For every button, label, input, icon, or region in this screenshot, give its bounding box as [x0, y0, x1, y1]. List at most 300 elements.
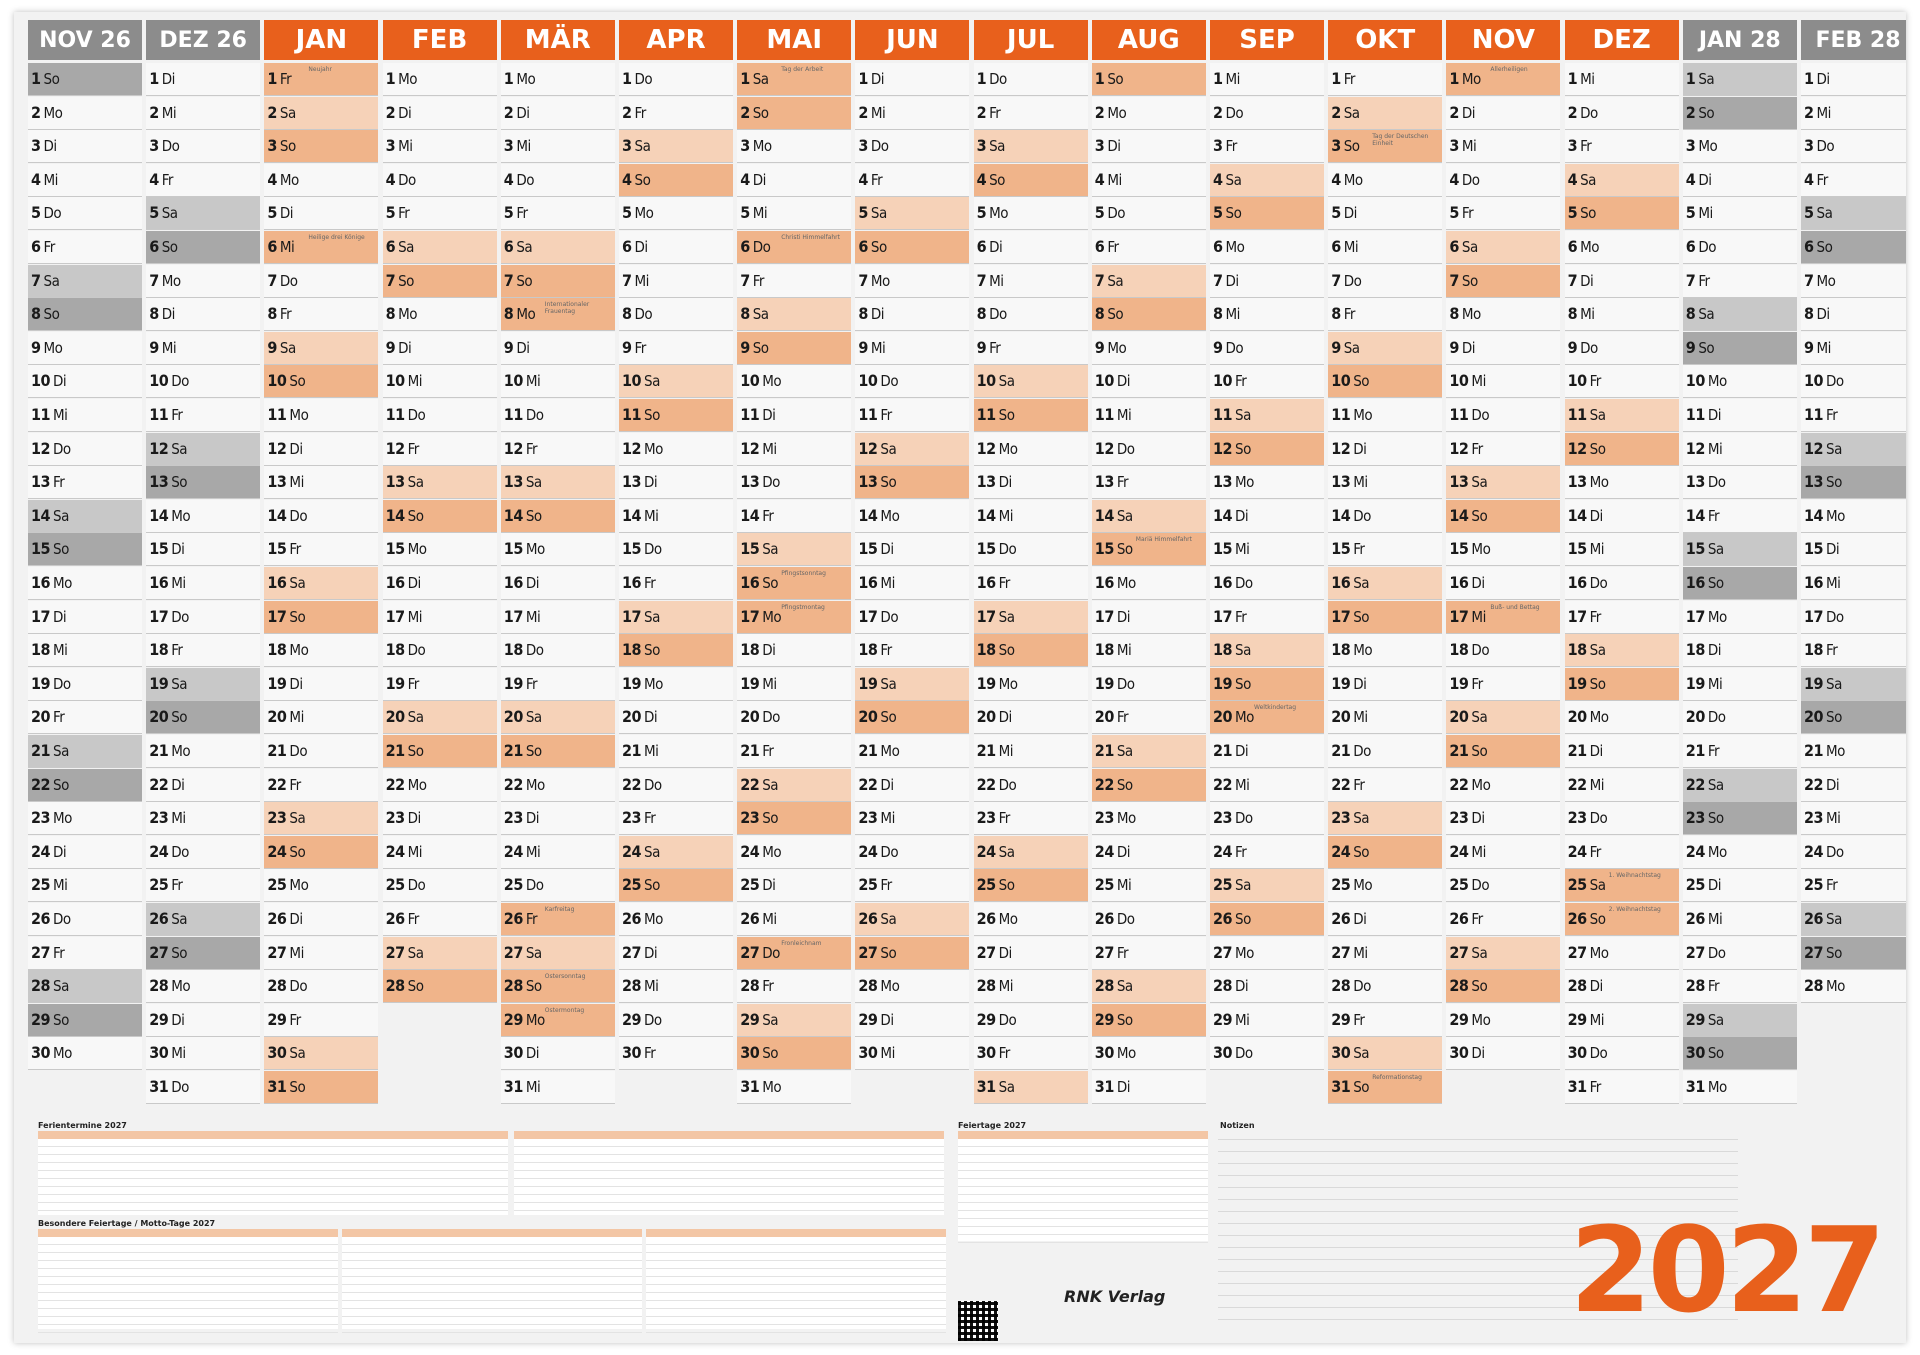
day-number: 25 Do: [1449, 875, 1490, 895]
day-cell: [855, 1037, 969, 1070]
weekday-label: Do: [1353, 977, 1371, 996]
day-number: 25 Fr: [858, 875, 892, 895]
day-cell: [264, 265, 378, 298]
weekday-label: Sa: [171, 439, 188, 458]
day-cell: [855, 802, 969, 835]
day-cell: [1210, 869, 1324, 902]
day-cell: [737, 533, 851, 566]
weekday-label: Do: [1471, 876, 1490, 895]
day-number: 2 Fr: [976, 102, 1001, 122]
weekday-label: Do: [989, 305, 1007, 324]
day-cell: [855, 466, 969, 499]
day-cell: [501, 567, 615, 600]
day-cell: [28, 769, 142, 802]
day-cell: [28, 298, 142, 331]
weekday-label: Mo: [1343, 170, 1363, 189]
weekday-label: Mo: [762, 842, 782, 861]
weekday-label: Mi: [880, 1044, 895, 1063]
day-cell: [1683, 668, 1797, 701]
day-cell: [28, 1037, 142, 1070]
day-number: 7 So: [503, 270, 533, 290]
day-number: 19 Sa: [1804, 673, 1842, 693]
day-number: 2 Mi: [1804, 102, 1831, 122]
weekday-label: Di: [161, 305, 175, 324]
weekday-label: Mi: [398, 137, 413, 156]
day-number: 5 Mo: [976, 203, 1009, 223]
day-cell: [264, 1037, 378, 1070]
day-number: 28 Do: [1331, 976, 1371, 996]
day-number: 9 Mo: [31, 337, 63, 357]
day-cell: [1210, 164, 1324, 197]
day-number: 29 Mo: [503, 1009, 545, 1029]
day-cell: [737, 332, 851, 365]
day-number: 18 Mo: [267, 640, 309, 660]
weekday-label: Mi: [1580, 305, 1595, 324]
weekday-label: Di: [289, 674, 303, 693]
day-cell: [146, 231, 260, 264]
month-header: JAN: [264, 20, 378, 60]
day-cell: [974, 567, 1088, 600]
day-cell: [855, 500, 969, 533]
day-cell: [383, 433, 497, 466]
weekday-label: So: [407, 506, 424, 525]
weekday-label: Sa: [1353, 809, 1370, 828]
day-cell: [1092, 365, 1206, 398]
day-number: 11 Fr: [858, 405, 892, 424]
day-number: 27 Mo: [1213, 942, 1254, 962]
weekday-label: Sa: [1235, 876, 1251, 895]
weekday-label: Do: [525, 641, 544, 660]
day-cell: [264, 298, 378, 331]
day-number: 20 Do: [740, 707, 780, 727]
weekday-label: Mo: [279, 170, 299, 189]
weekday-label: Sa: [398, 238, 414, 256]
day-number: 30 So: [1685, 1043, 1724, 1063]
day-number: 18 Mo: [1331, 640, 1373, 660]
day-number: 12 Sa: [858, 438, 897, 458]
day-cell: [619, 97, 733, 130]
weekday-label: Fr: [1225, 137, 1237, 156]
weekday-label: Do: [1826, 372, 1844, 391]
weekday-label: Sa: [1698, 70, 1715, 88]
day-cell: [383, 769, 497, 802]
weekday-label: Fr: [1461, 204, 1474, 223]
day-cell: [619, 769, 733, 802]
weekday-label: Di: [1580, 271, 1594, 290]
day-number: 18 Do: [385, 640, 426, 660]
day-number: 13 So: [858, 472, 897, 492]
weekday-label: Fr: [1343, 70, 1355, 88]
day-cell: [1683, 265, 1797, 298]
day-number: 20 So: [858, 707, 897, 727]
weekday-label: So: [289, 1078, 306, 1096]
day-cell: [1565, 601, 1679, 634]
day-number: 17 Mi: [385, 606, 423, 626]
day-number: 23 Fr: [976, 808, 1010, 828]
day-cell: [264, 164, 378, 197]
day-number: 4 Do: [503, 169, 534, 189]
day-number: 7 Mo: [1804, 270, 1836, 290]
day-number: 12 Do: [31, 438, 71, 458]
day-number: 9 So: [1685, 337, 1715, 357]
ferien-title: Ferientermine 2027: [38, 1121, 127, 1130]
day-cell: [1446, 769, 1560, 802]
day-cell: [1683, 937, 1797, 970]
day-number: 20 Fr: [31, 707, 65, 727]
day-cell: [619, 533, 733, 566]
weekday-label: Mo: [1589, 943, 1609, 962]
day-number: 7 Mo: [149, 270, 181, 290]
day-cell: [146, 164, 260, 197]
month-header: NOV: [1446, 20, 1560, 60]
day-number: 21 Sa: [31, 741, 69, 760]
weekday-label: Mi: [1107, 170, 1122, 189]
day-number: 16 Sa: [267, 573, 306, 592]
weekday-label: Mi: [407, 372, 423, 391]
day-cell: [1092, 836, 1206, 869]
day-number: 26 Mo: [622, 909, 663, 928]
day-cell: [737, 265, 851, 298]
weekday-label: Mo: [989, 204, 1009, 223]
day-cell: [1328, 601, 1442, 634]
weekday-label: Sa: [762, 775, 779, 794]
weekday-label: Fr: [634, 338, 646, 357]
day-number: 13 Mo: [1567, 472, 1609, 492]
weekday-label: Fr: [289, 775, 301, 794]
day-number: 18 Do: [1449, 640, 1490, 660]
day-cell: [1210, 433, 1324, 466]
day-cell: [501, 601, 615, 634]
weekday-label: Di: [1235, 977, 1249, 996]
day-cell: [501, 365, 615, 398]
day-number: 22 Do: [976, 774, 1017, 794]
weekday-label: Sa: [989, 137, 1005, 156]
day-number: 9 Sa: [1331, 337, 1360, 357]
day-number: 19 Fr: [385, 673, 419, 693]
day-number: 20 Fr: [1094, 707, 1129, 727]
notes-line: [1218, 1139, 1738, 1140]
day-number: 23 Mi: [1804, 808, 1841, 828]
weekday-label: So: [1826, 943, 1842, 962]
day-cell: [264, 500, 378, 533]
day-number: 9 Do: [1213, 337, 1244, 357]
weekday-label: Do: [289, 977, 308, 996]
day-number: 18 Mi: [31, 640, 68, 660]
day-cell: [501, 668, 615, 701]
day-cell: [1328, 937, 1442, 970]
day-cell: [619, 1037, 733, 1070]
day-number: 12 So: [1213, 438, 1251, 458]
day-cell: [501, 466, 615, 499]
day-cell: [1092, 466, 1206, 499]
day-number: 27 Sa: [385, 942, 424, 962]
day-cell: [1446, 668, 1560, 701]
day-number: 28 Do: [267, 976, 308, 996]
weekday-label: Sa: [1816, 204, 1833, 223]
weekday-label: So: [1353, 842, 1370, 861]
weekday-label: Sa: [998, 372, 1015, 391]
day-number: 19 Mi: [740, 673, 777, 693]
day-cell: [1565, 231, 1679, 264]
day-number: 13 Sa: [1449, 472, 1488, 492]
weekday-label: Mi: [752, 204, 768, 223]
weekday-label: Di: [1116, 372, 1130, 391]
day-number: 23 Di: [385, 808, 421, 828]
day-number: 14 Fr: [1685, 505, 1720, 525]
weekday-label: Do: [516, 170, 534, 189]
day-number: 27 Sa: [503, 942, 542, 962]
weekday-label: Sa: [407, 943, 424, 962]
day-cell: [1683, 63, 1797, 96]
weekday-label: So: [525, 506, 542, 525]
weekday-label: Di: [1107, 137, 1121, 156]
day-number: 10 Fr: [1213, 371, 1247, 391]
day-cell: [264, 399, 378, 432]
weekday-label: Do: [870, 137, 889, 156]
day-cell: [1092, 433, 1206, 466]
weekday-label: So: [525, 742, 542, 760]
day-number: 2 Do: [1213, 102, 1244, 122]
day-number: 17 Mi: [503, 606, 541, 626]
weekday-label: Fr: [1116, 473, 1129, 492]
day-number: 13 Fr: [31, 472, 65, 492]
weekday-label: Mi: [407, 842, 423, 861]
weekday-label: Fr: [880, 641, 892, 660]
day-cell: [855, 769, 969, 802]
day-number: 14 Fr: [740, 505, 774, 525]
day-cell: [1446, 332, 1560, 365]
weekday-label: Mi: [407, 607, 423, 626]
weekday-label: Sa: [1107, 271, 1124, 290]
day-cell: [1801, 735, 1906, 768]
holiday-label: Ostersonntag: [544, 973, 586, 981]
weekday-label: So: [161, 238, 178, 256]
weekday-label: Do: [1471, 641, 1490, 660]
weekday-label: Mi: [289, 708, 304, 727]
day-cell: [146, 365, 260, 398]
weekday-label: Fr: [634, 103, 646, 122]
weekday-label: Mi: [1235, 775, 1250, 794]
day-cell: [1092, 500, 1206, 533]
day-cell: [855, 668, 969, 701]
weekday-label: Fr: [880, 876, 892, 895]
weekday-label: Mo: [1225, 238, 1245, 256]
day-cell: [1210, 399, 1324, 432]
day-number: 28 Fr: [1685, 976, 1720, 996]
day-cell: [1210, 937, 1324, 970]
day-number: 7 Mi: [622, 270, 649, 290]
day-cell: [1328, 903, 1442, 936]
day-cell: [383, 231, 497, 264]
day-number: 23 Do: [1567, 808, 1608, 828]
notes-line: [1218, 1175, 1738, 1176]
day-number: 22 Sa: [1685, 774, 1724, 794]
day-number: 23 Di: [1449, 808, 1485, 828]
day-cell: [974, 970, 1088, 1003]
day-cell: [1092, 735, 1206, 768]
day-number: 29 Di: [858, 1009, 894, 1029]
day-cell: [146, 903, 260, 936]
weekday-label: Mi: [1353, 708, 1368, 727]
day-number: 28 Sa: [1094, 976, 1133, 996]
weekday-label: So: [1235, 910, 1251, 928]
day-number: 1 Di: [149, 69, 175, 88]
day-cell: [1210, 365, 1324, 398]
month-header: DEZ 26: [146, 20, 260, 60]
day-cell: [1092, 533, 1206, 566]
day-cell: [974, 769, 1088, 802]
day-number: 30 Do: [1213, 1043, 1253, 1063]
day-cell: [383, 836, 497, 869]
day-cell: [501, 533, 615, 566]
day-number: 7 Sa: [31, 270, 60, 290]
day-cell: [974, 668, 1088, 701]
day-number: 23 Di: [503, 808, 539, 828]
day-cell: [1446, 433, 1560, 466]
day-number: 30 Sa: [1331, 1043, 1370, 1063]
weekday-label: Mo: [43, 103, 63, 122]
day-number: 8 Fr: [267, 304, 292, 324]
day-number: 11 Sa: [1213, 405, 1251, 424]
weekday-label: So: [516, 271, 533, 290]
weekday-label: Fr: [171, 876, 183, 895]
day-number: 4 Do: [385, 169, 416, 189]
weekday-label: Mo: [1353, 641, 1373, 660]
day-number: 10 So: [267, 371, 306, 391]
day-cell: [1683, 903, 1797, 936]
weekday-label: Mi: [1698, 204, 1713, 223]
day-number: 9 Di: [1449, 337, 1476, 357]
day-cell: [1092, 701, 1206, 734]
weekday-label: Sa: [1343, 338, 1360, 357]
day-number: 16 Do: [1567, 573, 1608, 592]
day-number: 16 So: [1685, 573, 1724, 592]
day-cell: [855, 298, 969, 331]
day-number: 17 Sa: [976, 606, 1015, 626]
day-number: 24 Do: [858, 841, 899, 861]
day-number: 19 Sa: [149, 673, 188, 693]
day-number: 20 So: [1804, 707, 1842, 727]
day-number: 4 Fr: [1804, 169, 1828, 189]
day-cell: [264, 668, 378, 701]
day-cell: [28, 500, 142, 533]
day-cell: [1801, 365, 1906, 398]
day-number: 16 Fr: [622, 573, 656, 592]
day-cell: [264, 836, 378, 869]
day-cell: [28, 668, 142, 701]
day-cell: [1683, 433, 1797, 466]
day-cell: [1565, 802, 1679, 835]
weekday-label: Mo: [1461, 70, 1481, 88]
day-number: 6 Fr: [31, 237, 55, 256]
weekday-label: Di: [1816, 70, 1830, 88]
weekday-label: Di: [1235, 742, 1249, 760]
weekday-label: So: [1471, 977, 1488, 996]
day-number: 12 Sa: [149, 438, 188, 458]
day-number: 25 Di: [1685, 875, 1721, 895]
day-cell: [1210, 231, 1324, 264]
month-header: DEZ: [1565, 20, 1679, 60]
weekday-label: Mi: [1225, 305, 1240, 324]
day-number: 21 Do: [1331, 741, 1371, 760]
day-number: 6 So: [149, 237, 178, 256]
day-number: 9 Sa: [267, 337, 296, 357]
weekday-label: Mo: [644, 674, 663, 693]
day-cell: [146, 802, 260, 835]
weekday-label: Fr: [1707, 506, 1720, 525]
weekday-label: Fr: [752, 271, 764, 290]
weekday-label: Do: [762, 943, 780, 962]
weekday-label: Mi: [998, 977, 1014, 996]
weekday-label: So: [1589, 674, 1606, 693]
day-cell: [1446, 265, 1560, 298]
day-number: 25 Sa: [1213, 875, 1251, 895]
day-cell: [28, 231, 142, 264]
day-number: 4 Fr: [858, 169, 883, 189]
day-number: 4 Mo: [267, 169, 299, 189]
day-number: 10 Do: [1804, 371, 1844, 391]
day-cell: [28, 197, 142, 230]
day-number: 27 Di: [976, 942, 1012, 962]
day-cell: [1446, 197, 1560, 230]
day-cell: [1328, 399, 1442, 432]
day-number: 17 Do: [1804, 606, 1844, 626]
day-cell: [737, 130, 851, 163]
day-number: 21 So: [1449, 741, 1488, 760]
day-number: 2 Di: [1449, 102, 1476, 122]
day-cell: [1801, 97, 1906, 130]
weekday-label: Fr: [762, 506, 774, 525]
day-number: 15 Sa: [1685, 539, 1724, 559]
day-number: 16 Di: [503, 573, 539, 592]
weekday-label: Di: [1471, 574, 1485, 592]
month-header: OKT: [1328, 20, 1442, 60]
day-cell: [383, 298, 497, 331]
weekday-label: Sa: [279, 338, 296, 357]
day-cell: [1092, 937, 1206, 970]
weekday-label: Fr: [407, 674, 419, 693]
day-cell: [1565, 466, 1679, 499]
day-number: 21 So: [503, 741, 542, 760]
day-number: 13 So: [1804, 472, 1842, 492]
day-number: 18 Fr: [858, 640, 892, 660]
weekday-label: Mo: [53, 809, 72, 828]
day-cell: [501, 1037, 615, 1070]
day-number: 12 Mi: [740, 438, 777, 458]
weekday-label: Mi: [1353, 943, 1368, 962]
day-number: 1 Mo: [385, 69, 418, 88]
day-number: 27 So: [149, 942, 188, 962]
day-number: 27 Sa: [1449, 942, 1488, 962]
day-cell: [383, 970, 497, 1003]
notes-title: Notizen: [1220, 1121, 1255, 1130]
day-number: 28 Mo: [858, 976, 900, 996]
day-cell: [1092, 769, 1206, 802]
day-number: 2 Fr: [622, 102, 646, 122]
day-number: 22 Di: [149, 774, 185, 794]
weekday-label: Mo: [1589, 473, 1609, 492]
weekday-label: Mo: [1707, 372, 1727, 391]
day-cell: [1328, 97, 1442, 130]
day-cell: [1446, 903, 1560, 936]
day-cell: [1683, 1037, 1797, 1070]
day-number: 25 Mo: [1331, 875, 1373, 895]
weekday-label: Mi: [644, 742, 659, 760]
day-number: 26 So: [1213, 909, 1251, 928]
weekday-label: Mo: [762, 372, 782, 391]
weekday-label: So: [752, 338, 769, 357]
day-number: 1 Sa: [740, 69, 769, 88]
